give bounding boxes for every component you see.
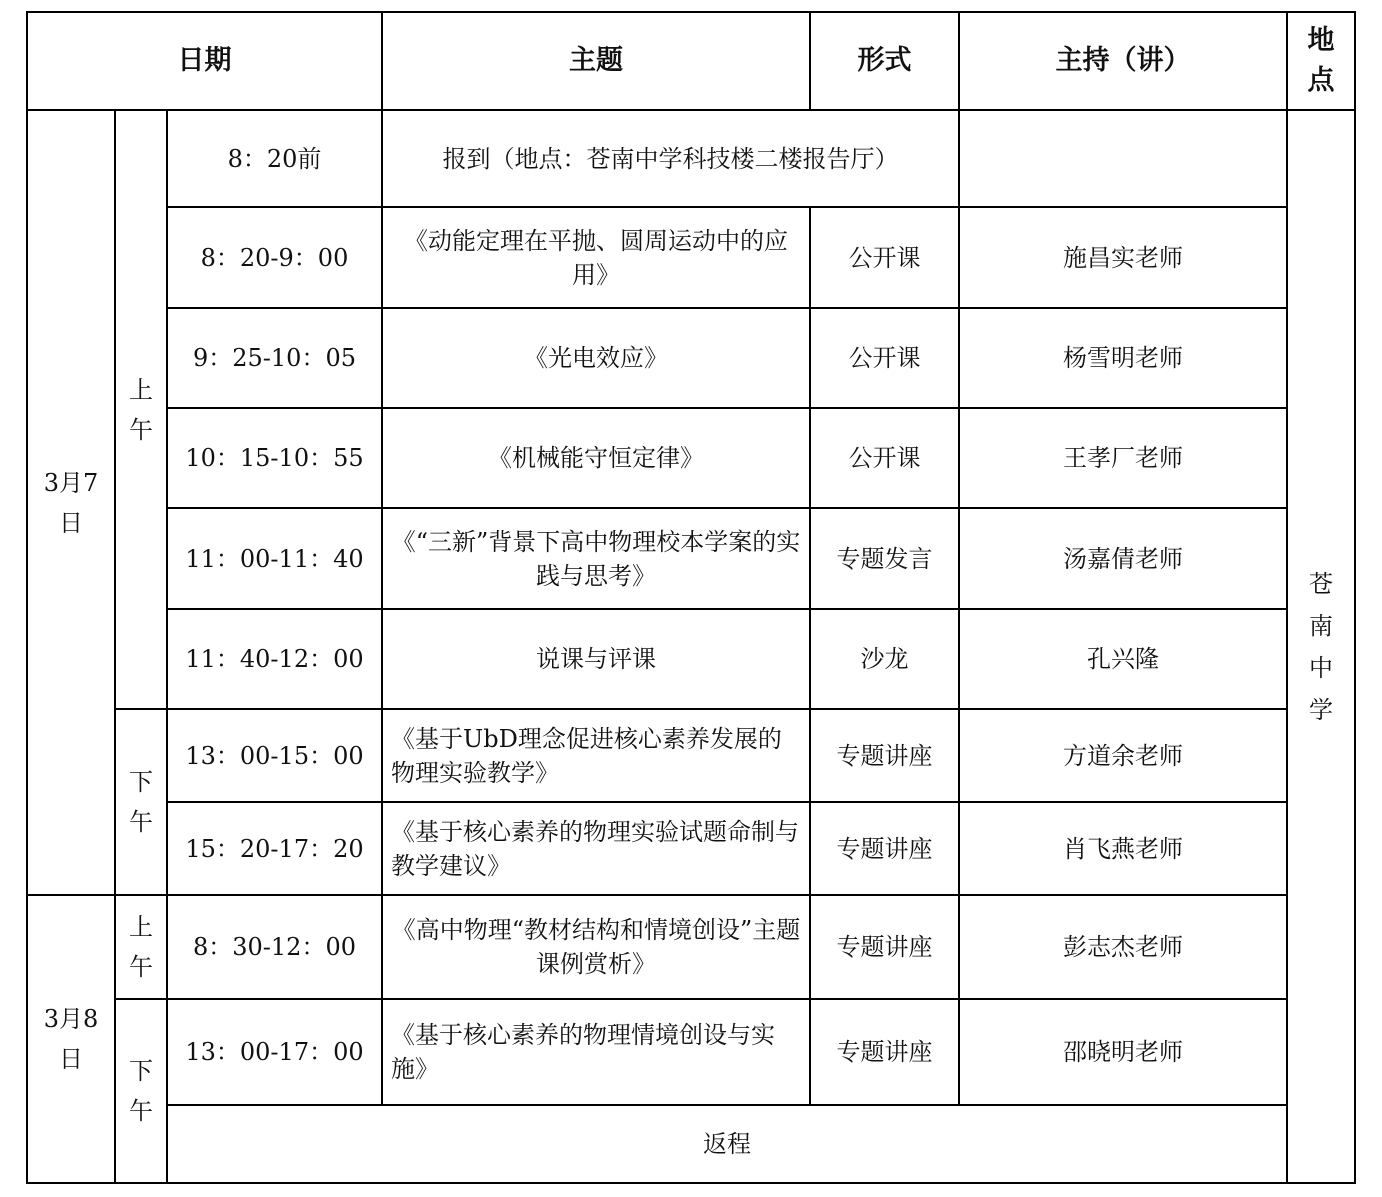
period-label: 上午 bbox=[115, 110, 167, 709]
table-row bbox=[27, 802, 1355, 895]
time-cell: 9：25-10：05 bbox=[167, 308, 382, 408]
time-cell: 8：20前 bbox=[167, 110, 382, 207]
host-cell bbox=[959, 110, 1287, 207]
host-cell: 杨雪明老师 bbox=[959, 308, 1287, 408]
host-cell: 王孝厂老师 bbox=[959, 408, 1287, 508]
topic-cell: 《基于核心素养的物理情境创设与实施》 bbox=[382, 999, 810, 1105]
host-cell: 方道余老师 bbox=[959, 709, 1287, 802]
closing-cell: 返程 bbox=[167, 1105, 1287, 1183]
format-cell: 公开课 bbox=[810, 207, 959, 308]
table-row bbox=[27, 110, 1355, 207]
location-cell: 苍南中学 bbox=[1287, 110, 1355, 1183]
day-date: 3月8日 bbox=[27, 895, 115, 1183]
header-format: 形式 bbox=[810, 12, 959, 110]
topic-cell: 《基于UbD理念促进核心素养发展的物理实验教学》 bbox=[382, 709, 810, 802]
period-label: 下午 bbox=[115, 709, 167, 895]
host-cell: 邵晓明老师 bbox=[959, 999, 1287, 1105]
time-cell: 8：20-9：00 bbox=[167, 207, 382, 308]
time-cell: 8：30-12：00 bbox=[167, 895, 382, 999]
table-row bbox=[27, 895, 1355, 999]
format-cell: 沙龙 bbox=[810, 609, 959, 709]
table-row bbox=[27, 1105, 1355, 1183]
time-cell: 11：40-12：00 bbox=[167, 609, 382, 709]
table-row bbox=[27, 709, 1355, 802]
header-location: 地点 bbox=[1287, 12, 1355, 110]
topic-cell: 《光电效应》 bbox=[382, 308, 810, 408]
host-cell: 孔兴隆 bbox=[959, 609, 1287, 709]
format-cell: 公开课 bbox=[810, 408, 959, 508]
topic-cell: 《机械能守恒定律》 bbox=[382, 408, 810, 508]
topic-cell: 《基于核心素养的物理实验试题命制与教学建议》 bbox=[382, 802, 810, 895]
format-cell: 专题讲座 bbox=[810, 999, 959, 1105]
host-cell: 肖飞燕老师 bbox=[959, 802, 1287, 895]
table-row bbox=[27, 308, 1355, 408]
period-label: 下午 bbox=[115, 999, 167, 1183]
topic-cell: 说课与评课 bbox=[382, 609, 810, 709]
table-row bbox=[27, 408, 1355, 508]
topic-cell: 报到（地点：苍南中学科技楼二楼报告厅） bbox=[382, 110, 959, 207]
host-cell: 彭志杰老师 bbox=[959, 895, 1287, 999]
table-row bbox=[27, 508, 1355, 609]
time-cell: 15：20-17：20 bbox=[167, 802, 382, 895]
topic-cell: 《“三新”背景下高中物理校本学案的实践与思考》 bbox=[382, 508, 810, 609]
schedule-sheet bbox=[26, 11, 1356, 1184]
day-date: 3月7日 bbox=[27, 110, 115, 895]
header-host: 主持（讲） bbox=[959, 12, 1287, 110]
topic-cell: 《动能定理在平抛、圆周运动中的应用》 bbox=[382, 207, 810, 308]
format-cell: 专题发言 bbox=[810, 508, 959, 609]
schedule-table bbox=[26, 11, 1356, 1184]
header-date: 日期 bbox=[27, 12, 382, 110]
host-cell: 施昌实老师 bbox=[959, 207, 1287, 308]
format-cell: 专题讲座 bbox=[810, 895, 959, 999]
time-cell: 11：00-11：40 bbox=[167, 508, 382, 609]
header-topic: 主题 bbox=[382, 12, 810, 110]
topic-cell: 《高中物理“教材结构和情境创设”主题课例赏析》 bbox=[382, 895, 810, 999]
period-label: 上午 bbox=[115, 895, 167, 999]
format-cell: 专题讲座 bbox=[810, 802, 959, 895]
host-cell: 汤嘉倩老师 bbox=[959, 508, 1287, 609]
header-row bbox=[27, 12, 1355, 110]
table-row bbox=[27, 609, 1355, 709]
table-row bbox=[27, 207, 1355, 308]
time-cell: 13：00-15：00 bbox=[167, 709, 382, 802]
time-cell: 10：15-10：55 bbox=[167, 408, 382, 508]
format-cell: 公开课 bbox=[810, 308, 959, 408]
table-row bbox=[27, 999, 1355, 1105]
format-cell: 专题讲座 bbox=[810, 709, 959, 802]
time-cell: 13：00-17：00 bbox=[167, 999, 382, 1105]
